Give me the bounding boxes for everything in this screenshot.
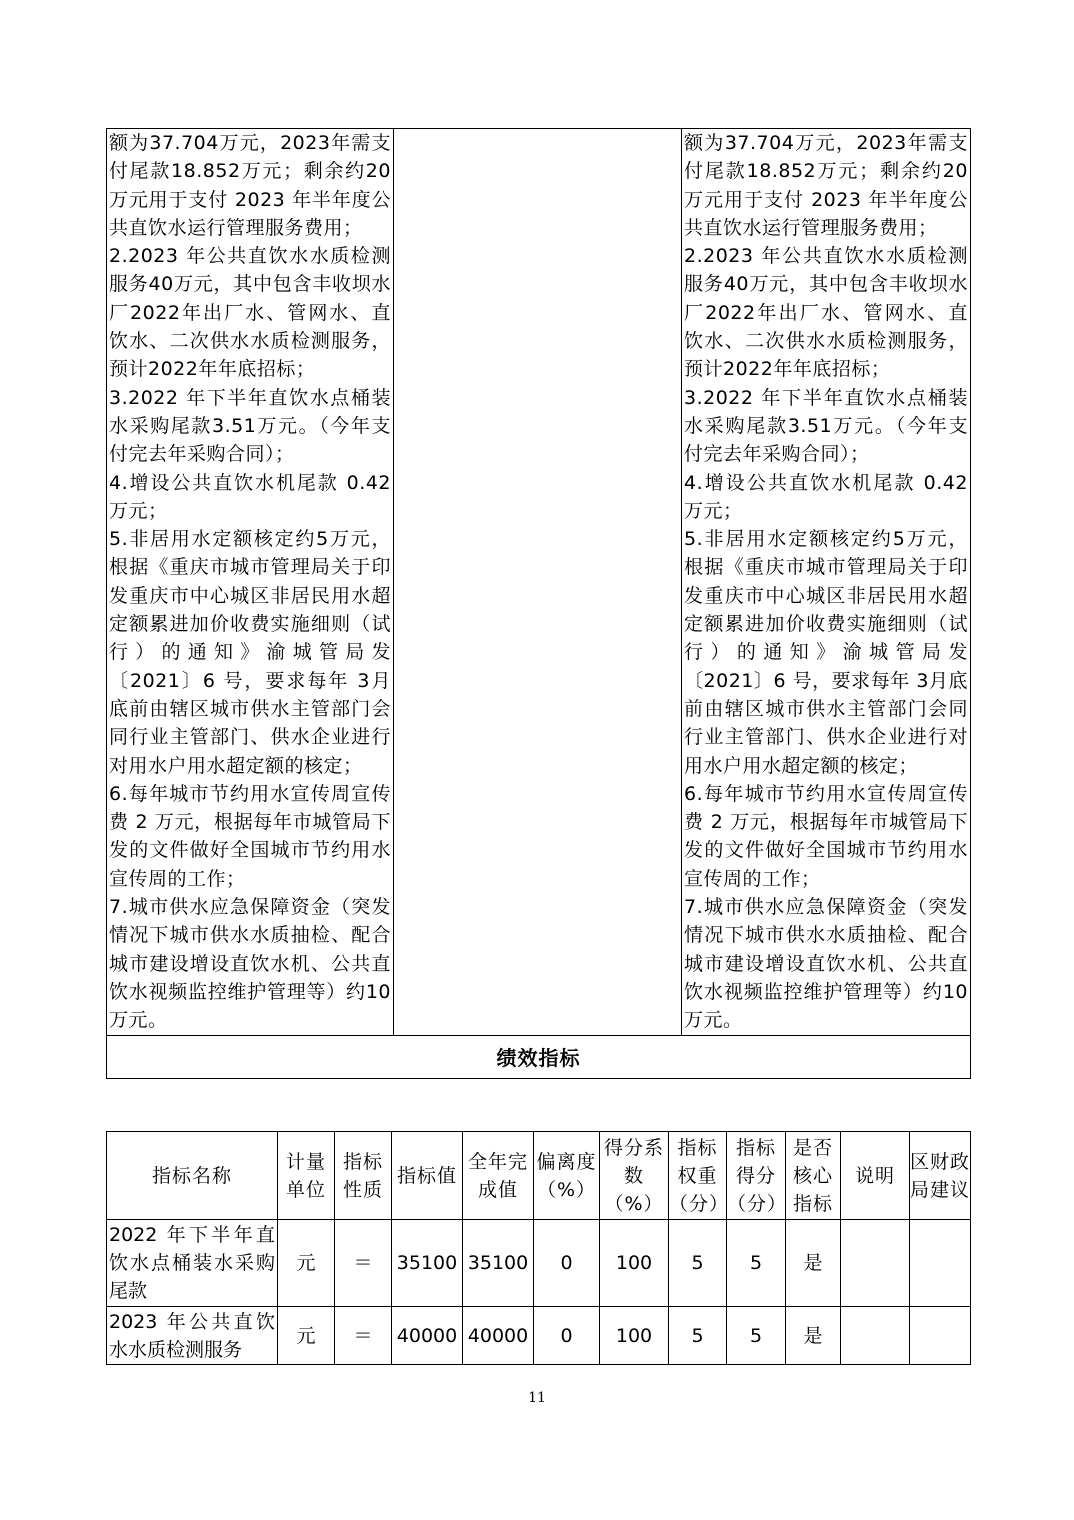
indicator-section-title: 绩效指标 [107, 1035, 971, 1078]
budget-paragraph: 5.非居用水定额核定约5万元，根据《重庆市城市管理局关于印发重庆市中心城区非居民用水超定额累进加价收费实施细则（试行）的通知》渝城管局发〔2021〕6 号，要求每年 3月底前由辖区城市供水主管部门会同行业主管部门、供水企业进行对用水户用水超定额的核定； [684, 528, 968, 777]
indicator-suggestion [910, 1307, 971, 1365]
indicator-unit: 元 [278, 1307, 335, 1365]
table-row [107, 1220, 971, 1307]
indicator-nature: ＝ [335, 1307, 392, 1365]
header-unit: 计量单位 [278, 1132, 335, 1220]
budget-paragraph: 4.增设公共直饮水机尾款 0.42万元； [109, 471, 391, 522]
indicator-header-row [107, 1132, 971, 1220]
budget-paragraph: 3.2022 年下半年直饮水点桶装水采购尾款3.51万元。（今年支付完去年采购合同）； [684, 386, 968, 466]
header-nature: 指标性质 [335, 1132, 392, 1220]
budget-paragraph: 6.每年城市节约用水宣传周宣传费 2 万元，根据每年市城管局下发的文件做好全国城市节约用水宣传周的工作； [109, 782, 391, 890]
budget-paragraph: 额为37.704万元，2023年需支付尾款18.852万元；剩余约20万元用于支付 2023 年半年度公共直饮水运行管理服务费用； [109, 132, 391, 239]
indicator-coefficient: 100 [600, 1220, 669, 1307]
header-suggestion: 区财政局建议 [910, 1132, 971, 1220]
indicator-weight: 5 [669, 1220, 727, 1307]
indicator-value: 35100 [392, 1220, 463, 1307]
indicator-score: 5 [727, 1307, 786, 1365]
indicator-unit: 元 [278, 1220, 335, 1307]
indicator-core: 是 [786, 1307, 841, 1365]
budget-paragraph: 4.增设公共直饮水机尾款 0.42万元； [684, 471, 968, 522]
header-coefficient: 得分系数（%） [600, 1132, 669, 1220]
indicator-name: 2023 年公共直饮水水质检测服务 [107, 1307, 278, 1365]
budget-paragraph: 7.城市供水应急保障资金（突发情况下城市供水水质抽检、配合城市建设增设直饮水机、公共直饮水视频监控维护管理等）约10万元。 [109, 896, 391, 1032]
indicator-suggestion [910, 1220, 971, 1307]
budget-text-cell-right [682, 129, 971, 1036]
budget-paragraph: 额为37.704万元，2023年需支付尾款18.852万元；剩余约20万元用于支付 2023 年半年度公共直饮水运行管理服务费用； [684, 132, 968, 239]
indicator-coefficient: 100 [600, 1307, 669, 1365]
budget-text-cell-left [107, 129, 394, 1036]
budget-row [107, 129, 971, 1036]
indicator-deviation: 0 [534, 1220, 600, 1307]
budget-paragraph: 2.2023 年公共直饮水水质检测服务40万元，其中包含丰收坝水厂2022年出厂水、管网水、直饮水、二次供水水质检测服务，预计2022年年底招标； [109, 245, 391, 381]
indicator-title-row [107, 1035, 971, 1078]
indicator-note [841, 1220, 910, 1307]
budget-paragraph: 5.非居用水定额核定约5万元，根据《重庆市城市管理局关于印发重庆市中心城区非居民用水超定额累进加价收费实施细则（试行）的通知》渝城管局发〔2021〕6 号，要求每年 3月底前由辖区城市供水主管部门会同行业主管部门、供水企业进行对用水户用水超定额的核定； [109, 528, 391, 777]
header-core: 是否核心指标 [786, 1132, 841, 1220]
header-value: 指标值 [392, 1132, 463, 1220]
budget-paragraph: 6.每年城市节约用水宣传周宣传费 2 万元，根据每年市城管局下发的文件做好全国城市节约用水宣传周的工作； [684, 782, 968, 890]
header-weight: 指标权重（分） [669, 1132, 727, 1220]
indicator-value: 40000 [392, 1307, 463, 1365]
indicator-nature: ＝ [335, 1220, 392, 1307]
table-row [107, 1307, 971, 1365]
indicator-core: 是 [786, 1220, 841, 1307]
header-deviation: 偏离度（%） [534, 1132, 600, 1220]
header-score: 指标得分（分） [727, 1132, 786, 1220]
indicator-score: 5 [727, 1220, 786, 1307]
indicator-name: 2022 年下半年直饮水点桶装水采购尾款 [107, 1220, 278, 1307]
header-actual: 全年完成值 [463, 1132, 534, 1220]
budget-paragraph: 3.2022 年下半年直饮水点桶装水采购尾款3.51万元。（今年支付完去年采购合同）； [109, 386, 391, 466]
header-indicator-name: 指标名称 [107, 1132, 278, 1220]
indicator-table [106, 1131, 971, 1365]
page-number: 11 [528, 1390, 546, 1406]
indicator-actual: 40000 [463, 1307, 534, 1365]
budget-paragraph: 2.2023 年公共直饮水水质检测服务40万元，其中包含丰收坝水厂2022年出厂水、管网水、直饮水、二次供水水质检测服务，预计2022年年底招标； [684, 245, 968, 381]
header-note: 说明 [841, 1132, 910, 1220]
budget-paragraph: 7.城市供水应急保障资金（突发情况下城市供水水质抽检、配合城市建设增设直饮水机、公共直饮水视频监控维护管理等）约10万元。 [684, 896, 968, 1032]
indicator-weight: 5 [669, 1307, 727, 1365]
indicator-deviation: 0 [534, 1307, 600, 1365]
indicator-note [841, 1307, 910, 1365]
budget-table [106, 128, 971, 1079]
budget-empty-cell [394, 129, 682, 1036]
indicator-actual: 35100 [463, 1220, 534, 1307]
